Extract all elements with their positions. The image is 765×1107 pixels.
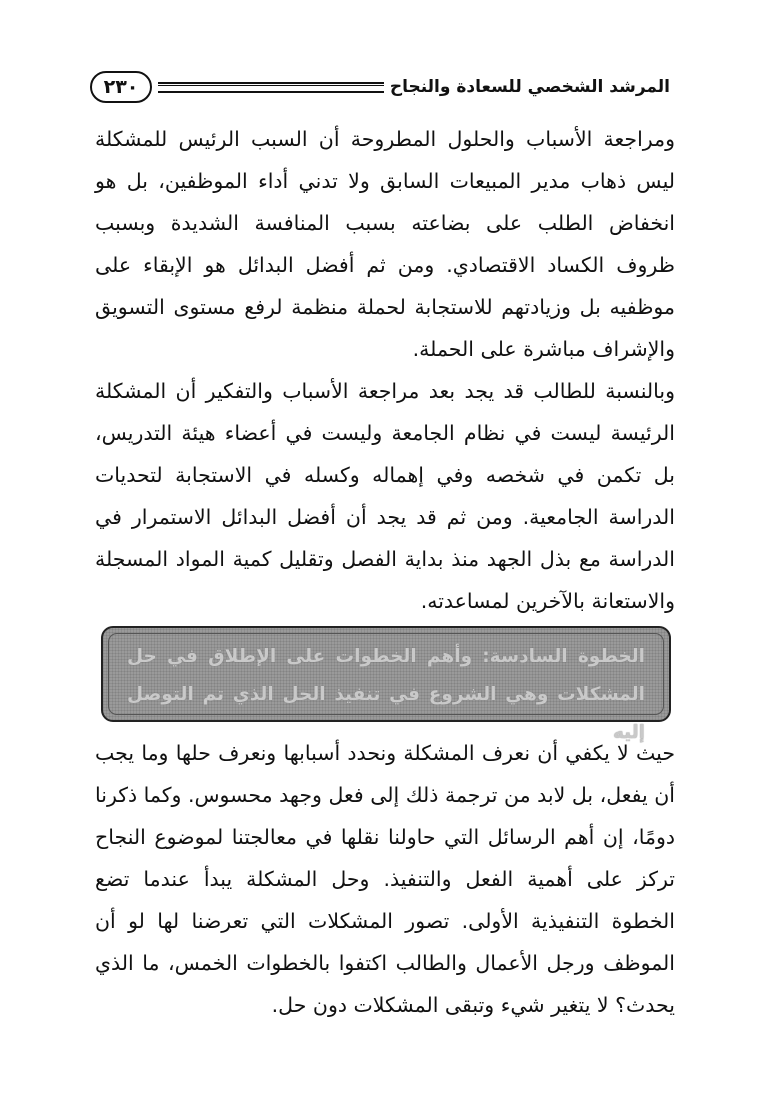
page-header — [90, 70, 670, 104]
paragraph-1: ومراجعة الأسباب والحلول المطروحة أن السبب الرئيس للمشكلة ليس ذهاب مدير المبيعات السابق ولا تدني أداء الموظفين، بل هو انخفاض الطلب على بضاعته بسبب المنافسة الشديدة وبسبب ظروف الكساد الاقتصادي. ومن ثم أفضل البدائل هو الإبقاء على موظفيه بل وزيادتهم للاستجابة لحملة منظمة لرفع مستوى التسويق والإشراف مباشرة على الحملة. — [95, 127, 675, 361]
paragraph-2: وبالنسبة للطالب قد يجد بعد مراجعة الأسباب والتفكير أن المشكلة الرئيسة ليست في نظام الجامعة وليست في أعضاء هيئة التدريس، بل تكمن في شخصه وفي إهماله وكسله في الاستجابة لتحديات الدراسة الجامعية. ومن ثم قد يجد أن أفضل البدائل الاستمرار في الدراسة مع بذل الجهد منذ بداية الفصل وتقليل كمية المواد المسجلة والاستعانة بالآخرين لمساعدته. — [95, 379, 675, 613]
step-six-heading-box — [101, 626, 671, 743]
running-title: المرشد الشخصي للسعادة والنجاح — [389, 77, 670, 97]
header-rule — [158, 82, 384, 93]
step-six-title: الخطوة السادسة: وأهم الخطوات على الإطلاق في حل المشكلات وهي الشروع في تنفيذ الحل الذي تم التوصل إليه — [127, 646, 645, 743]
page-number: ٢٣٠ — [90, 71, 152, 103]
paragraph-3: حيث لا يكفي أن نعرف المشكلة ونحدد أسبابها ونعرف حلها وما يجب أن يفعل، بل لابد من ترجمة ذلك إلى فعل وجهد محسوس. وكما ذكرنا دومًا، إن أهم الرسائل التي حاولنا نقلها في معالجتنا لموضوع النجاح تركز على أهمية الفعل والتنفيذ. وحل المشكلة يبدأ عندما تضع الخطوة التنفيذية الأولى. تصور المشكلات التي تعرضنا لها لو أن الموظف ورجل الأعمال والطالب اكتفوا بالخطوات الخمس، ما الذي يحدث؟ لا يتغير شيء وتبقى المشكلات دون حل. — [95, 741, 675, 1017]
